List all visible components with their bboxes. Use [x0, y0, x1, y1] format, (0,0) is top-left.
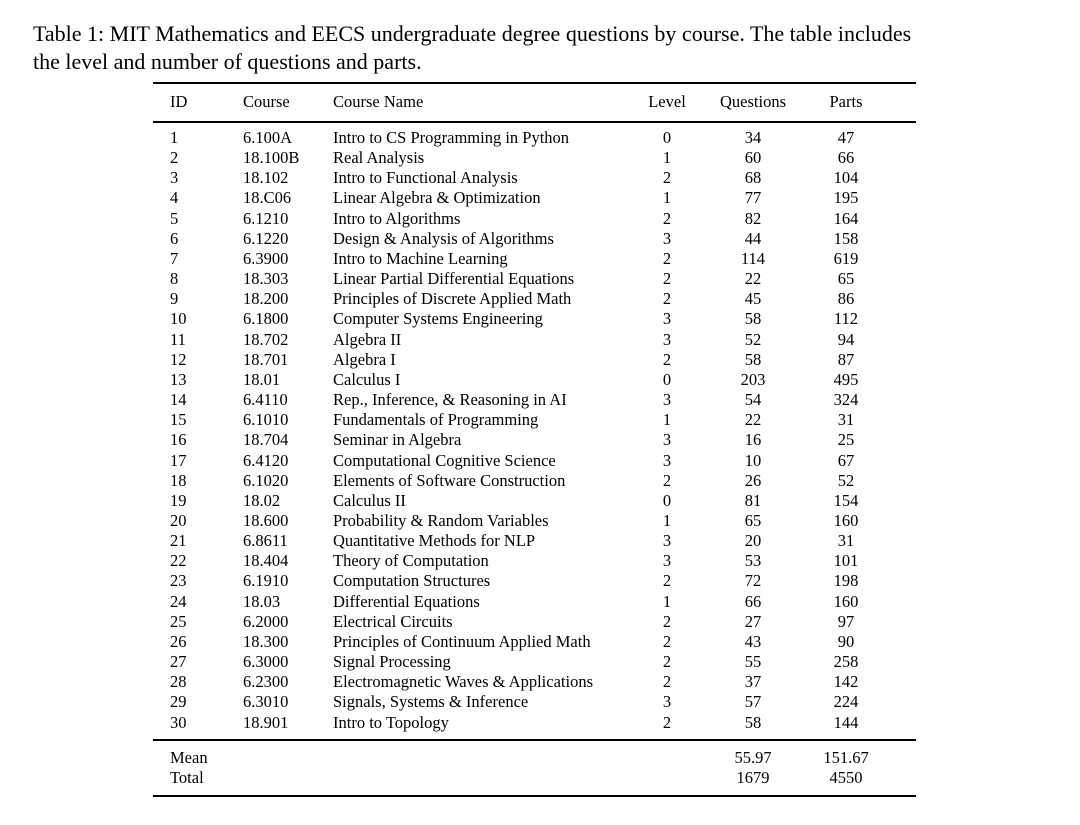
table-row — [153, 229, 916, 249]
cell-level: 3 — [662, 390, 672, 410]
table-row — [153, 551, 916, 571]
cell-id: 22 — [170, 551, 187, 571]
caption-line-1: Table 1: MIT Mathematics and EECS undergraduate degree questions by course. The table includes — [33, 21, 912, 46]
cell-summary-parts: 151.67 — [789, 740, 916, 768]
cell-questions: 65 — [744, 510, 762, 530]
cell-id: 16 — [170, 430, 187, 450]
cell-parts: 94 — [837, 329, 855, 349]
cell-parts: 224 — [833, 692, 859, 712]
cell-parts: 195 — [833, 188, 859, 208]
col-header-questions: Questions — [717, 83, 789, 122]
cell-questions: 54 — [744, 390, 762, 410]
table-row — [153, 209, 916, 229]
table-footer — [153, 740, 916, 796]
cell-questions: 44 — [744, 228, 762, 248]
cell-questions: 72 — [744, 571, 762, 591]
cell-id: 7 — [170, 248, 179, 268]
cell-course-name: Intro to CS Programming in Python — [333, 128, 570, 147]
cell-level: 2 — [662, 208, 672, 228]
cell-questions: 60 — [744, 148, 762, 168]
cell-level: 1 — [662, 510, 672, 530]
summary-row — [153, 740, 916, 768]
cell-questions: 45 — [744, 289, 762, 309]
cell-level: 2 — [662, 611, 672, 631]
cell-course-name: Intro to Functional Analysis — [333, 168, 518, 188]
table-row — [153, 692, 916, 712]
cell-level: 3 — [662, 531, 672, 551]
cell-course: 6.3000 — [243, 652, 289, 672]
cell-course: 6.2000 — [243, 611, 289, 631]
table-row — [153, 430, 916, 450]
col-header-course: Course — [243, 83, 333, 122]
cell-parts: 86 — [837, 289, 855, 309]
cell-parts: 160 — [833, 510, 859, 530]
cell-course-name: Quantitative Methods for NLP — [333, 531, 536, 551]
cell-course-name: Principles of Continuum Applied Math — [333, 631, 591, 651]
cell-level: 2 — [662, 248, 672, 268]
cell-id: 1 — [170, 128, 179, 147]
cell-id: 28 — [170, 672, 187, 692]
cell-course: 6.2300 — [243, 672, 289, 692]
cell-parts: 31 — [837, 531, 855, 551]
cell-id: 14 — [170, 390, 187, 410]
cell-course: 6.1910 — [243, 571, 289, 591]
table-header — [153, 83, 916, 122]
cell-id: 17 — [170, 450, 187, 470]
cell-course: 6.100A — [243, 128, 293, 147]
cell-parts: 164 — [833, 208, 859, 228]
cell-level: 1 — [662, 188, 672, 208]
cell-questions: 68 — [744, 168, 762, 188]
cell-questions: 58 — [744, 309, 762, 329]
cell-course: 6.1010 — [243, 410, 289, 430]
cell-course: 6.1210 — [243, 208, 289, 228]
cell-summary-parts: 4550 — [829, 767, 863, 787]
table-row — [153, 471, 916, 491]
table-row — [153, 168, 916, 188]
cell-questions: 20 — [744, 531, 762, 551]
cell-questions: 58 — [744, 349, 762, 369]
cell-id: 27 — [170, 652, 187, 672]
cell-course: 6.1220 — [243, 228, 289, 248]
cell-course-name: Computation Structures — [333, 571, 491, 591]
cell-course: 6.8611 — [243, 531, 288, 551]
cell-questions: 82 — [744, 208, 762, 228]
cell-course: 18.600 — [243, 510, 289, 530]
table-row — [153, 491, 916, 511]
cell-questions: 16 — [744, 430, 762, 450]
cell-parts: 324 — [833, 390, 859, 410]
cell-course: 18.901 — [243, 712, 289, 732]
cell-course-name: Theory of Computation — [333, 551, 489, 571]
cell-level: 2 — [662, 349, 672, 369]
cell-parts: 619 — [833, 248, 859, 268]
col-header-id: ID — [153, 83, 243, 122]
table-row — [153, 612, 916, 632]
cell-questions: 81 — [744, 490, 762, 510]
col-header-level: Level — [617, 83, 717, 122]
table-row — [153, 350, 916, 370]
cell-course-name: Rep., Inference, & Reasoning in AI — [333, 390, 567, 410]
cell-questions: 57 — [744, 692, 762, 712]
cell-level: 3 — [662, 228, 672, 248]
cell-course-name: Fundamentals of Programming — [333, 410, 539, 430]
cell-course: 18.300 — [243, 631, 289, 651]
cell-parts: 47 — [837, 128, 855, 147]
table-row — [153, 148, 916, 168]
cell-course: 18.102 — [243, 168, 289, 188]
cell-level: 2 — [662, 672, 672, 692]
table-row — [153, 122, 916, 148]
table-row — [153, 410, 916, 430]
cell-course-name: Intro to Algorithms — [333, 208, 461, 228]
table-body — [153, 122, 916, 740]
table-row — [153, 672, 916, 692]
caption-line-2: the level and number of questions and parts. — [33, 49, 422, 74]
cell-level: 0 — [662, 128, 672, 147]
cell-summary-label: Total — [170, 767, 204, 787]
cell-level: 2 — [662, 289, 672, 309]
cell-id: 20 — [170, 510, 187, 530]
cell-id: 21 — [170, 531, 187, 551]
cell-course: 18.702 — [243, 329, 289, 349]
table-row — [153, 652, 916, 672]
cell-course: 18.100B — [243, 148, 300, 168]
table-row — [153, 269, 916, 289]
cell-level: 1 — [662, 591, 672, 611]
cell-id: 2 — [170, 148, 179, 168]
cell-course: 18.303 — [243, 269, 289, 289]
cell-level: 2 — [662, 168, 672, 188]
cell-level: 3 — [662, 692, 672, 712]
table-row — [153, 531, 916, 551]
cell-parts: 258 — [833, 652, 859, 672]
cell-course-name: Computational Cognitive Science — [333, 450, 556, 470]
cell-questions: 58 — [744, 712, 762, 732]
cell-course-name: Intro to Machine Learning — [333, 248, 508, 268]
cell-course-name: Calculus I — [333, 369, 401, 389]
table-row — [153, 592, 916, 612]
cell-course-name: Design & Analysis of Algorithms — [333, 228, 554, 248]
table-row — [153, 330, 916, 350]
cell-parts: 67 — [837, 450, 855, 470]
cell-questions: 53 — [744, 551, 762, 571]
cell-level: 0 — [662, 490, 672, 510]
cell-questions: 22 — [744, 269, 762, 289]
cell-course: 6.4110 — [243, 390, 288, 410]
cell-questions: 22 — [744, 410, 762, 430]
cell-parts: 104 — [833, 168, 859, 188]
cell-course-name: Elements of Software Construction — [333, 470, 566, 490]
cell-parts: 31 — [837, 410, 855, 430]
table-row — [153, 632, 916, 652]
header-row — [153, 83, 916, 122]
cell-parts: 158 — [833, 228, 859, 248]
cell-course-name: Seminar in Algebra — [333, 430, 462, 450]
cell-parts: 198 — [833, 571, 859, 591]
table-caption — [33, 20, 1073, 76]
cell-questions: 77 — [744, 188, 762, 208]
cell-course-name: Intro to Topology — [333, 712, 449, 732]
cell-parts: 495 — [833, 369, 859, 389]
cell-questions: 114 — [740, 248, 766, 268]
cell-id: 9 — [170, 289, 179, 309]
cell-id: 13 — [170, 369, 187, 389]
table-row — [153, 309, 916, 329]
cell-parts: 142 — [833, 672, 859, 692]
summary-row — [153, 768, 916, 796]
cell-course: 18.200 — [243, 289, 289, 309]
table-row — [153, 249, 916, 269]
cell-questions: 26 — [744, 470, 762, 490]
cell-course-name: Electromagnetic Waves & Applications — [333, 672, 594, 692]
cell-parts: 90 — [837, 631, 855, 651]
cell-level: 2 — [662, 571, 672, 591]
course-table — [153, 82, 916, 797]
cell-id: 11 — [170, 329, 186, 349]
cell-course-name: Real Analysis — [333, 148, 425, 168]
cell-id: 4 — [170, 188, 179, 208]
cell-parts: 160 — [833, 591, 859, 611]
cell-id: 24 — [170, 591, 187, 611]
table-row — [153, 370, 916, 390]
cell-id: 18 — [170, 470, 187, 490]
cell-course: 18.701 — [243, 349, 289, 369]
cell-level: 2 — [662, 712, 672, 732]
cell-id: 23 — [170, 571, 187, 591]
cell-id: 29 — [170, 692, 187, 712]
cell-course-name: Electrical Circuits — [333, 611, 453, 631]
cell-course: 18.02 — [243, 490, 281, 510]
cell-id: 19 — [170, 490, 187, 510]
col-header-parts: Parts — [789, 83, 916, 122]
cell-course-name: Linear Partial Differential Equations — [333, 269, 575, 289]
cell-id: 26 — [170, 631, 187, 651]
cell-id: 5 — [170, 208, 179, 228]
cell-course: 18.404 — [243, 551, 289, 571]
cell-id: 15 — [170, 410, 187, 430]
cell-summary-level — [617, 768, 717, 796]
cell-questions: 52 — [744, 329, 762, 349]
table-row — [153, 571, 916, 591]
table-row — [153, 511, 916, 531]
table-row — [153, 713, 916, 740]
cell-id: 12 — [170, 349, 187, 369]
cell-level: 2 — [662, 470, 672, 490]
cell-level: 0 — [662, 369, 672, 389]
col-header-course-name: Course Name — [333, 83, 617, 122]
cell-course: 6.3010 — [243, 692, 289, 712]
cell-course: 18.01 — [243, 369, 281, 389]
cell-course-name: Linear Algebra & Optimization — [333, 188, 541, 208]
cell-level: 3 — [662, 551, 672, 571]
cell-course-name: Differential Equations — [333, 591, 480, 611]
cell-parts: 101 — [833, 551, 859, 571]
cell-id: 10 — [170, 309, 187, 329]
cell-summary-questions: 1679 — [736, 767, 770, 787]
cell-parts: 97 — [837, 611, 855, 631]
cell-questions: 55 — [744, 652, 762, 672]
cell-course: 18.03 — [243, 591, 281, 611]
cell-course-name: Signal Processing — [333, 652, 451, 672]
cell-level: 1 — [662, 148, 672, 168]
cell-id: 8 — [170, 269, 179, 289]
cell-level: 2 — [662, 631, 672, 651]
cell-id: 6 — [170, 228, 179, 248]
table-row — [153, 451, 916, 471]
cell-questions: 66 — [744, 591, 762, 611]
cell-parts: 52 — [837, 470, 855, 490]
cell-parts: 87 — [837, 349, 855, 369]
cell-course: 18.704 — [243, 430, 289, 450]
cell-course: 18.C06 — [243, 188, 292, 208]
cell-course-name: Principles of Discrete Applied Math — [333, 289, 572, 309]
cell-course: 6.3900 — [243, 248, 289, 268]
cell-course: 6.1020 — [243, 470, 289, 490]
cell-parts: 65 — [837, 269, 855, 289]
cell-parts: 66 — [837, 148, 855, 168]
cell-questions: 43 — [744, 631, 762, 651]
cell-parts: 144 — [833, 712, 859, 732]
cell-level: 1 — [662, 410, 672, 430]
cell-questions: 203 — [740, 369, 766, 389]
cell-course-name: Algebra I — [333, 349, 396, 369]
cell-course-name: Probability & Random Variables — [333, 510, 549, 530]
cell-questions: 37 — [744, 672, 762, 692]
table-row — [153, 188, 916, 208]
cell-questions: 10 — [744, 450, 762, 470]
cell-id: 30 — [170, 712, 187, 732]
cell-summary-label: Mean — [153, 740, 617, 768]
cell-summary-level — [617, 740, 717, 768]
cell-course: 6.1800 — [243, 309, 289, 329]
cell-level: 2 — [662, 269, 672, 289]
cell-level: 2 — [662, 652, 672, 672]
cell-summary-questions: 55.97 — [717, 740, 789, 768]
cell-parts: 25 — [837, 430, 855, 450]
cell-course-name: Algebra II — [333, 329, 402, 349]
cell-id: 3 — [170, 168, 179, 188]
cell-course-name: Signals, Systems & Inference — [333, 692, 529, 712]
table-row — [153, 390, 916, 410]
cell-course: 6.4120 — [243, 450, 289, 470]
cell-level: 3 — [662, 430, 672, 450]
cell-level: 3 — [662, 450, 672, 470]
cell-level: 3 — [662, 329, 672, 349]
cell-id: 25 — [170, 611, 187, 631]
cell-questions: 27 — [744, 611, 762, 631]
cell-parts: 154 — [833, 490, 859, 510]
cell-course-name: Computer Systems Engineering — [333, 309, 543, 329]
cell-questions: 34 — [744, 128, 762, 147]
cell-course-name: Calculus II — [333, 490, 406, 510]
cell-level: 3 — [662, 309, 672, 329]
table-row — [153, 289, 916, 309]
cell-parts: 112 — [833, 309, 859, 329]
